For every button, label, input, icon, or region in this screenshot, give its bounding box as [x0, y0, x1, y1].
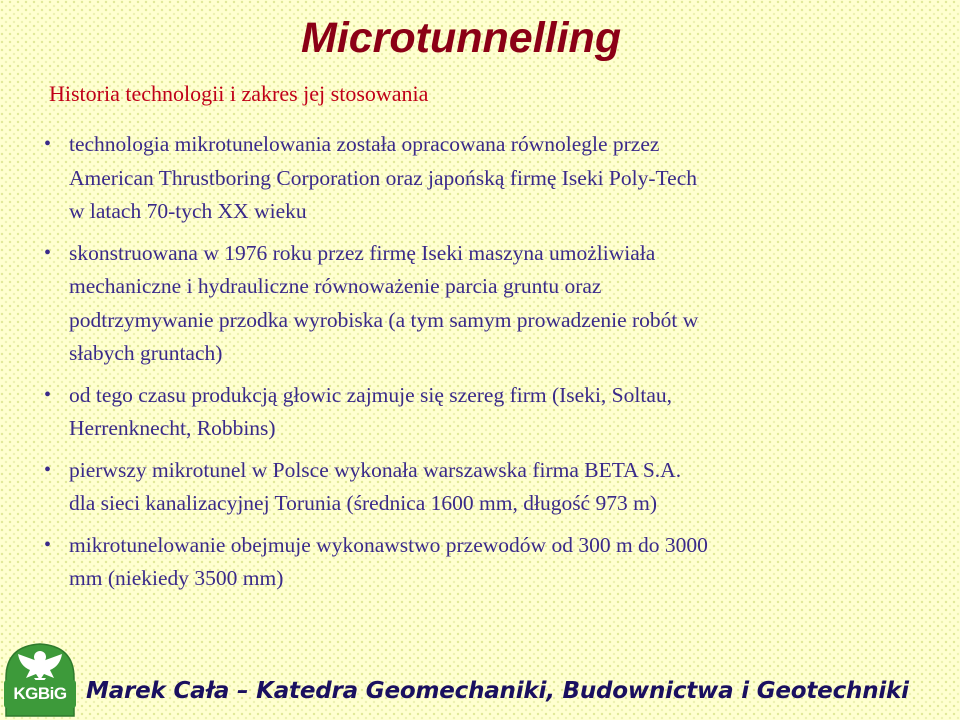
- bullet-item: [41, 237, 921, 371]
- bullet-line: technologia mikrotunelowania została opracowana równolegle przez: [69, 132, 660, 156]
- bullet-text: [69, 379, 921, 446]
- bullet-item: [41, 454, 921, 521]
- bullet-marker: •: [44, 383, 52, 406]
- slide-title: Microtunnelling: [301, 14, 622, 62]
- bullet-line: Herrenknecht, Robbins): [69, 416, 276, 440]
- bullet-list: [41, 128, 921, 604]
- bullet-line: od tego czasu produkcją głowic zajmuje się szereg firm (Iseki, Soltau,: [69, 382, 672, 407]
- bullet-line: w latach 70-tych XX wieku: [69, 199, 307, 223]
- bullet-marker: •: [44, 133, 52, 155]
- bullet-line: dla sieci kanalizacyjnej Torunia (średnica 1600 mm, długość 973 m): [69, 491, 657, 515]
- bullet-line: podtrzymywanie przodka wyrobiska (a tym samym prowadzenie robót w: [69, 307, 699, 332]
- bullet-line: pierwszy mikrotunel w Polsce wykonała warszawska firma BETA S.A.: [69, 457, 682, 482]
- footer-author: Marek Cała – Katedra Geomechaniki, Budownictwa i Geotechniki: [86, 678, 909, 704]
- bullet-item: [41, 128, 921, 229]
- bullet-line: mikrotunelowanie obejmuje wykonawstwo przewodów od 300 m do 3000: [69, 532, 708, 557]
- logo-text: KGBiG: [13, 684, 67, 703]
- bullet-line: skonstruowana w 1976 roku przez firmę Iseki maszyna umożliwiała: [69, 240, 656, 265]
- bullet-text: [69, 529, 921, 596]
- bullet-line: mm (niekiedy 3500 mm): [69, 566, 284, 590]
- slide-subtitle: Historia technologii i zakres jej stosowania: [49, 81, 429, 106]
- bullet-line: American Thrustboring Corporation oraz japońską firmę Iseki Poly-Tech: [69, 165, 697, 190]
- bullet-marker: •: [44, 241, 52, 264]
- bullet-text: [69, 128, 921, 229]
- bullet-marker: •: [44, 458, 52, 481]
- bullet-text: [69, 454, 921, 521]
- bullet-marker: •: [44, 533, 52, 556]
- bullet-item: [41, 529, 921, 596]
- bullet-line: mechaniczne i hydrauliczne równoważenie parcia gruntu oraz: [69, 274, 602, 298]
- bullet-item: [41, 379, 921, 446]
- bullet-text: [69, 237, 921, 371]
- bullet-line: słabych gruntach): [69, 341, 223, 365]
